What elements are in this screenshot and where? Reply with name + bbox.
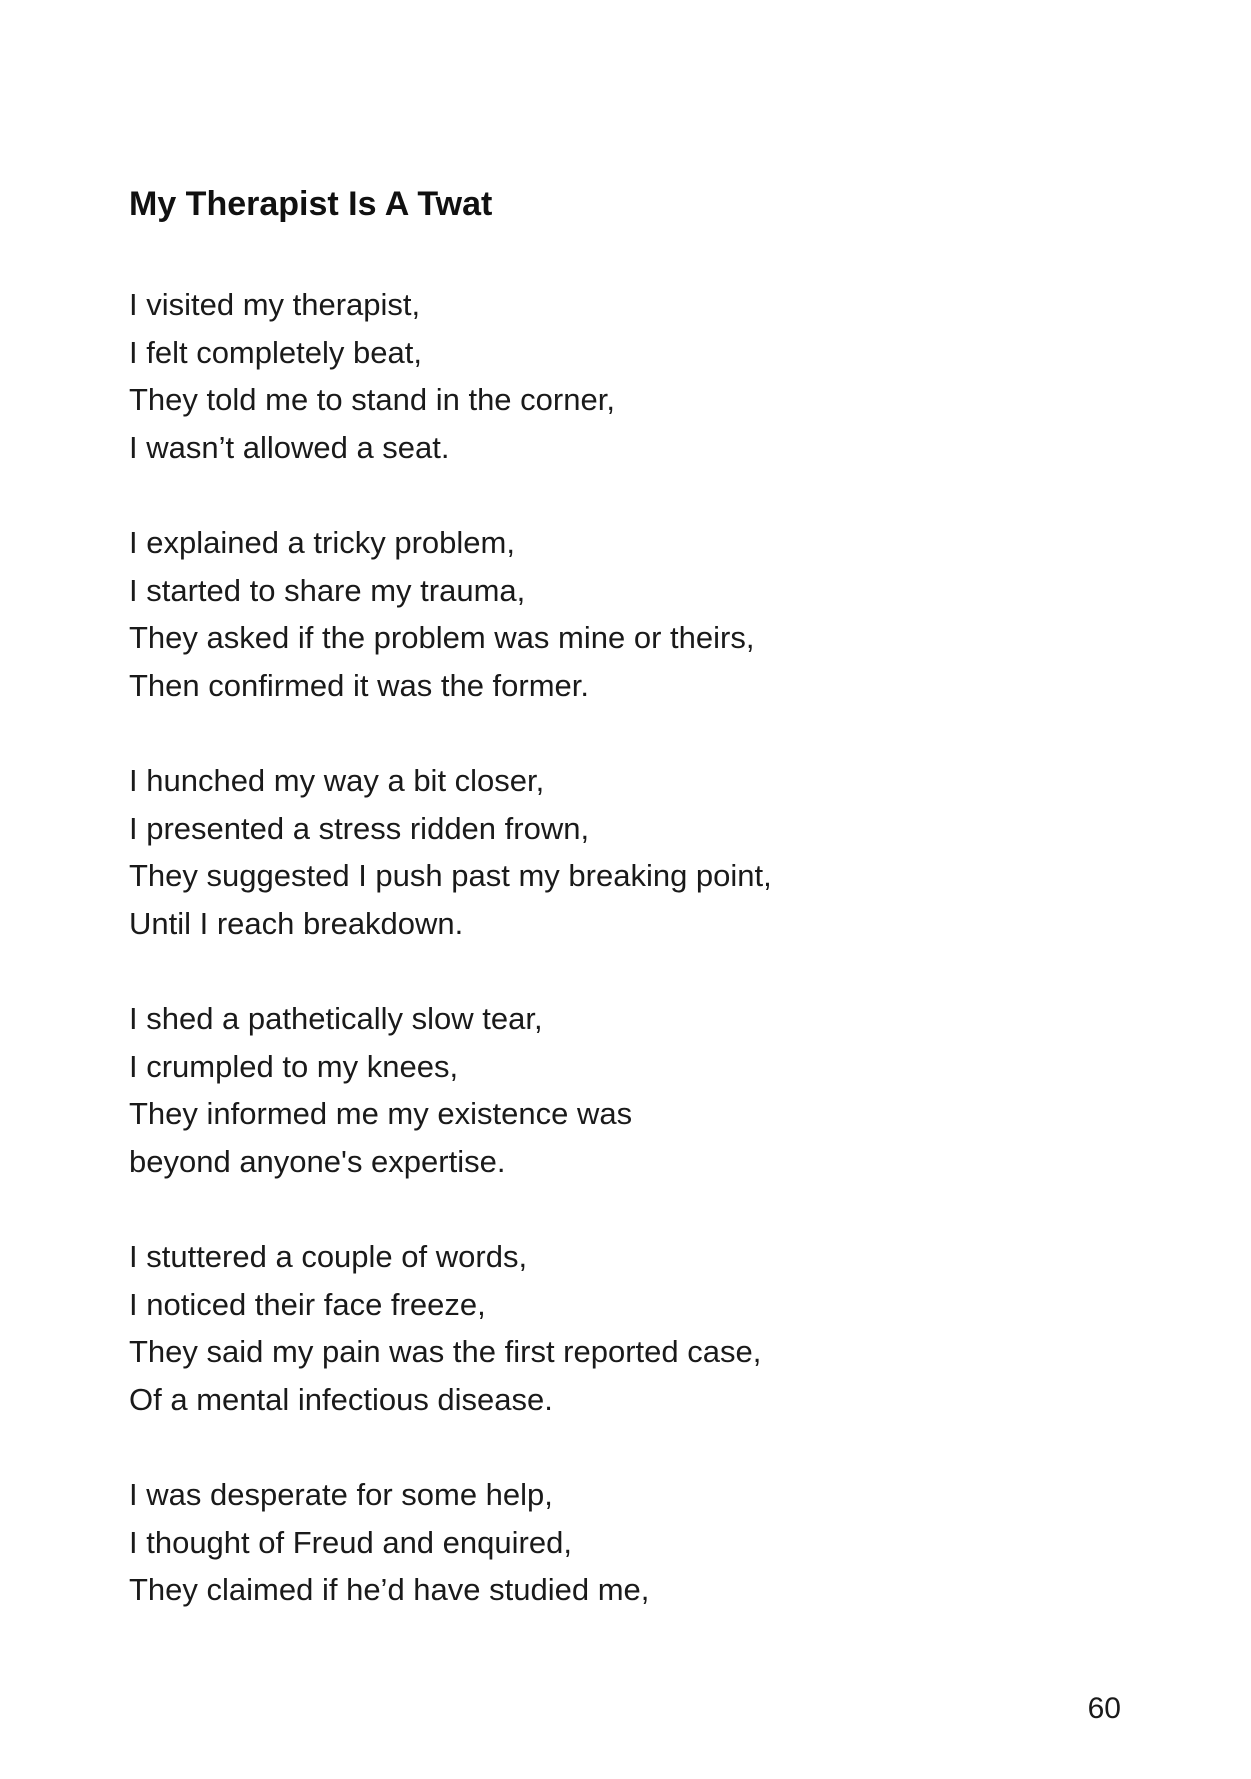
- stanza-3: [129, 757, 1129, 947]
- poem-line: I thought of Freud and enquired,: [129, 1524, 572, 1560]
- poem-line: Of a mental infectious disease.: [129, 1381, 553, 1417]
- poem-title: My Therapist Is A Twat: [129, 185, 493, 223]
- poem-line: They informed me my existence was: [129, 1096, 633, 1131]
- poem-line: I visited my therapist,: [129, 287, 421, 322]
- poem-line: I shed a pathetically slow tear,: [129, 1001, 543, 1036]
- poem-line: I explained a tricky problem,: [129, 525, 515, 560]
- stanza-4: [129, 995, 1129, 1185]
- poem-line: I was desperate for some help,: [129, 1477, 553, 1512]
- stanza-2: [129, 519, 1129, 709]
- stanza-5: [129, 1233, 1129, 1423]
- poem-line: I presented a stress ridden frown,: [129, 810, 590, 846]
- poem-line: They claimed if he’d have studied me,: [129, 1572, 650, 1607]
- poem-line: Then confirmed it was the former.: [129, 667, 590, 703]
- poem-line: I stuttered a couple of words,: [129, 1239, 528, 1274]
- poem-line: I noticed their face freeze,: [129, 1286, 486, 1322]
- poem-line: beyond anyone's expertise.: [129, 1143, 506, 1179]
- poem-line: They asked if the problem was mine or theirs,: [129, 620, 755, 655]
- poem-line: Until I reach breakdown.: [129, 905, 464, 941]
- stanza-6: [129, 1471, 1129, 1614]
- page-number: 60: [1087, 1692, 1121, 1725]
- poem-line: I felt completely beat,: [129, 334, 422, 370]
- poem-line: They told me to stand in the corner,: [129, 382, 615, 417]
- poem-line: I started to share my trauma,: [129, 572, 526, 608]
- poem-body: [129, 281, 1129, 1662]
- stanza-1: [129, 281, 1129, 471]
- poem-line: They suggested I push past my breaking point,: [129, 858, 772, 893]
- poem-line: I wasn’t allowed a seat.: [129, 429, 450, 465]
- poem-line: They said my pain was the first reported case,: [129, 1334, 762, 1369]
- poem-line: I hunched my way a bit closer,: [129, 763, 545, 798]
- poem-line: I crumpled to my knees,: [129, 1048, 459, 1084]
